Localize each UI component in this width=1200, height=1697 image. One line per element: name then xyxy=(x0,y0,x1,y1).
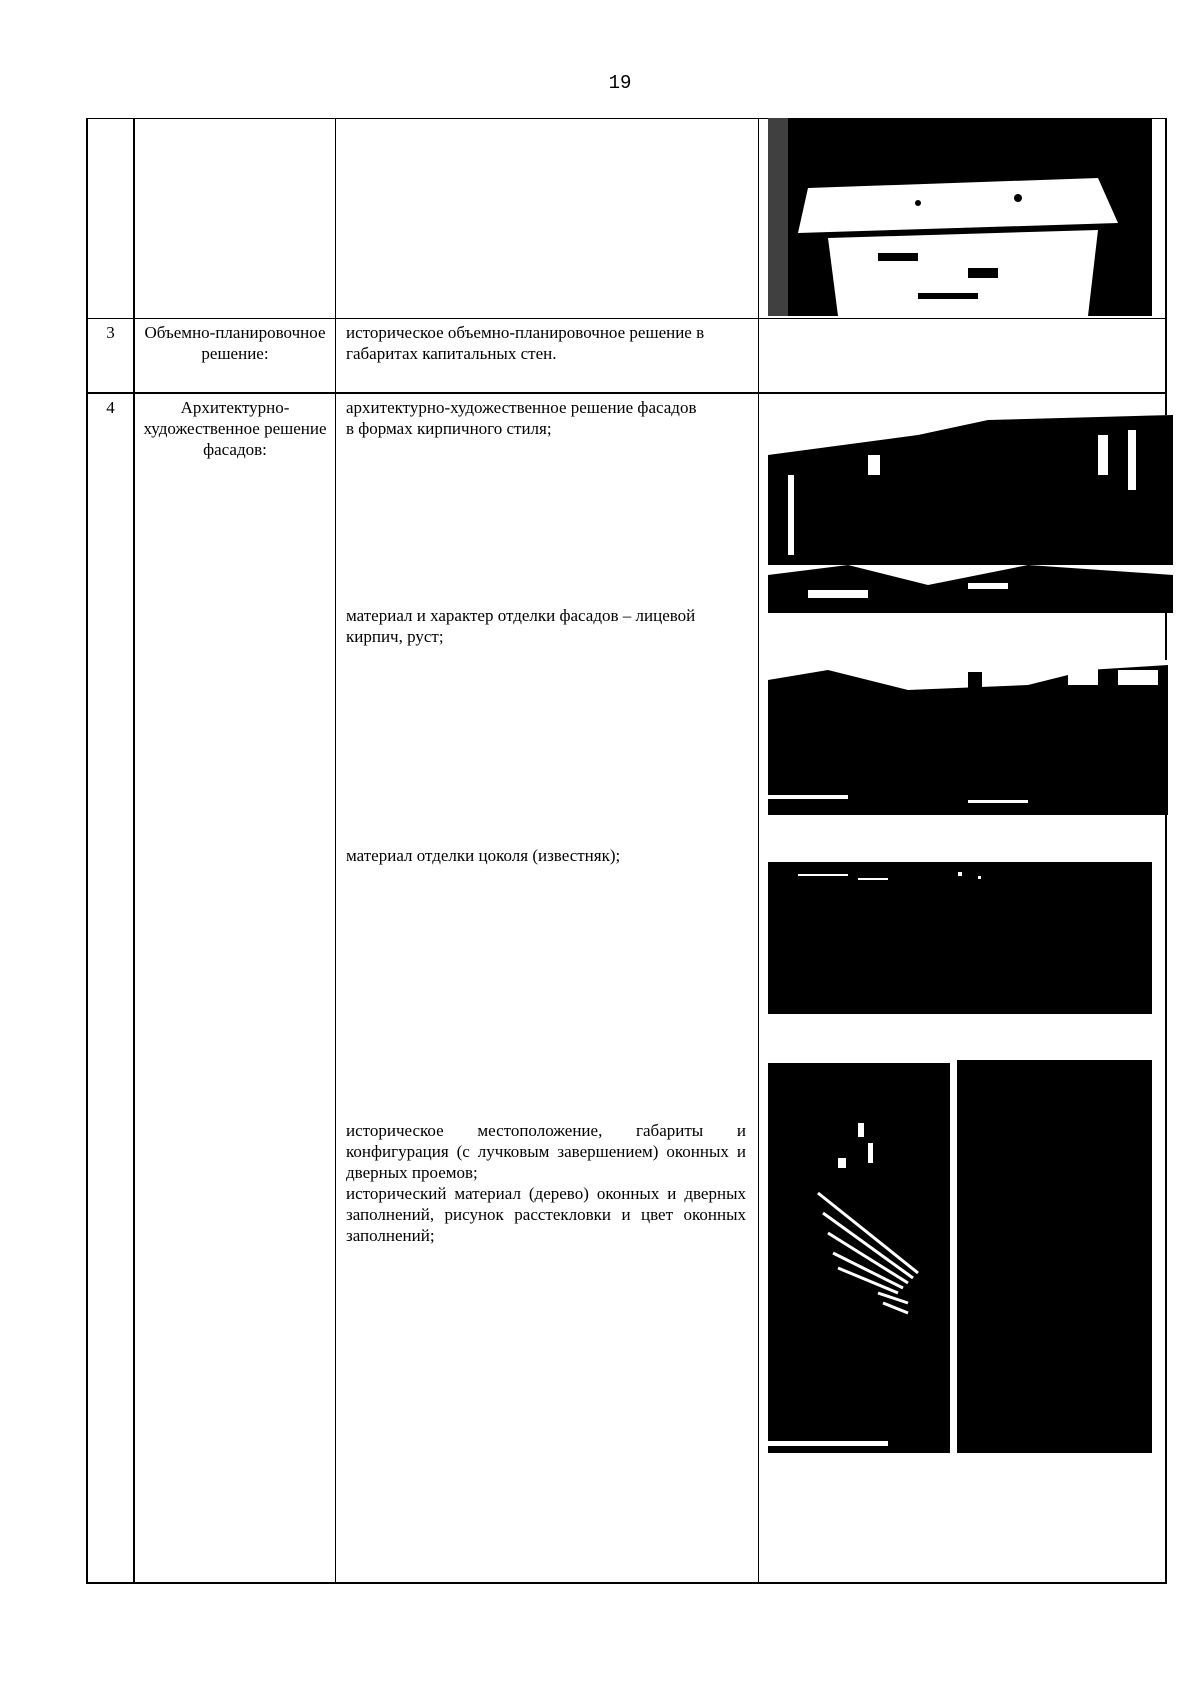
page-number: 19 xyxy=(608,72,632,94)
row-4-number: 4 xyxy=(106,398,115,417)
row-divider-4 xyxy=(86,392,1167,394)
row-4-item-5: исторический материал (дерево) оконных и дверных заполнений, рисунок расстекловки и цвет оконных заполнений; xyxy=(346,1184,746,1245)
row-3-name: Объемно-планировочное решение: xyxy=(144,323,326,363)
row-4-item-1: архитектурно-художественное решение фасадов в формах кирпичного стиля; xyxy=(346,398,697,438)
table-border-right xyxy=(1165,118,1167,1583)
row-4-item-4: историческое местоположение, габариты и конфигурация (с лучковым завершением) оконных и дверных проемов; xyxy=(346,1121,746,1182)
row-divider-3 xyxy=(86,318,1167,319)
table-border-bottom xyxy=(86,1582,1167,1584)
photo-window-arch xyxy=(768,1063,950,1453)
photo-facade-street xyxy=(768,415,1173,613)
row-4-item-2: материал и характер отделки фасадов – лицевой кирпич, руст; xyxy=(346,606,696,646)
table-column-divider-2 xyxy=(335,118,336,1583)
table-column-divider-3 xyxy=(758,118,759,1583)
row-3-description: историческое объемно-планировочное решение в габаритах капитальных стен. xyxy=(346,323,705,363)
table-column-divider-1 xyxy=(133,118,135,1583)
photo-door xyxy=(957,1060,1152,1453)
photo-interior-ceiling xyxy=(768,118,1152,316)
row-4-name: Архитектурно-художественное решение фасадов: xyxy=(143,398,327,459)
row-3-number: 3 xyxy=(106,323,115,342)
row-4-item-3: материал отделки цоколя (известняк); xyxy=(346,846,621,865)
photo-plinth-limestone xyxy=(768,862,1152,1014)
photo-facade-brick xyxy=(768,660,1168,815)
